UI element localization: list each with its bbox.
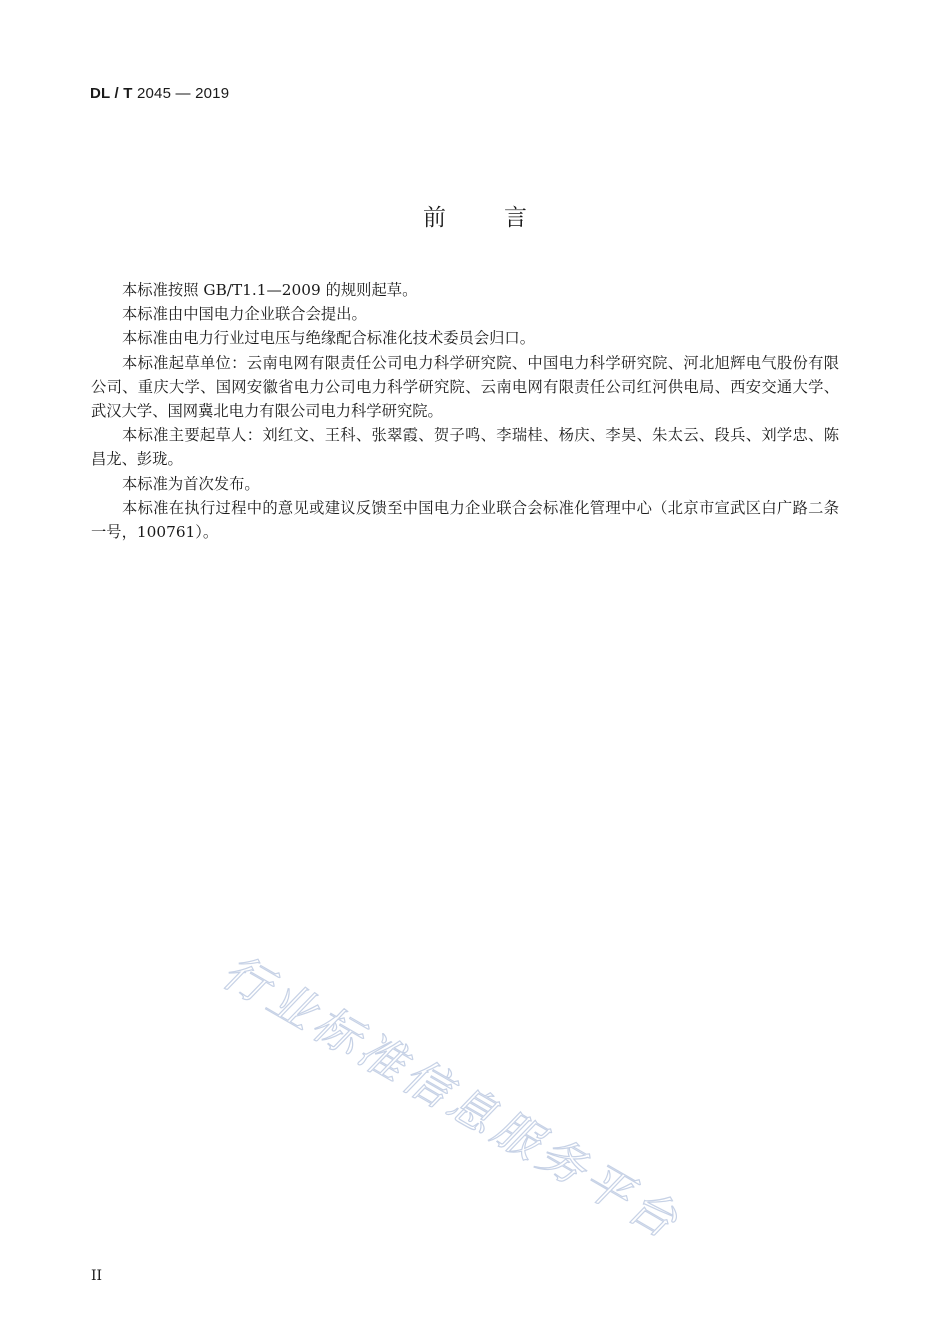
standard-code-prefix: DL / T [90,85,133,102]
paragraph-drafting-rules: 本标准按照 GB/T1.1—2009 的规则起草。 [122,281,418,299]
foreword-body [91,278,839,544]
watermark: 行业标准信息服务平台 [213,943,691,1251]
paragraph-proposed-by: 本标准由中国电力企业联合会提出。 [122,305,367,324]
paragraph-feedback: 本标准在执行过程中的意见或建议反馈至中国电力企业联合会标准化管理中心（北京市宣武区白广路二条一号，100761）。 [91,498,839,542]
paragraph-main-drafters: 本标准主要起草人：刘红文、王科、张翠霞、贺子鸣、李瑞桂、杨庆、李昊、朱太云、段兵、刘学忠、陈昌龙、彭珑。 [91,426,839,469]
page-title-part2: 言 [504,205,527,231]
paragraph-drafting-units: 本标准起草单位：云南电网有限责任公司电力科学研究院、中国电力科学研究院、河北旭辉电气股份有限公司、重庆大学、国网安徽省电力公司电力科学研究院、云南电网有限责任公司红河供电局、西安交通大学、武汉大学、国网冀北电力有限公司电力科学研究院。 [91,353,839,421]
standard-code-number: 2045 — 2019 [136,85,230,102]
paragraph-first-release: 本标准为首次发布。 [122,474,260,493]
standard-code [90,85,229,102]
paragraph-under-jurisdiction: 本标准由电力行业过电压与绝缘配合标准化技术委员会归口。 [122,329,536,348]
page-title [0,199,950,232]
page-number: II [91,1268,103,1284]
page-title-part1: 前 [423,205,446,231]
